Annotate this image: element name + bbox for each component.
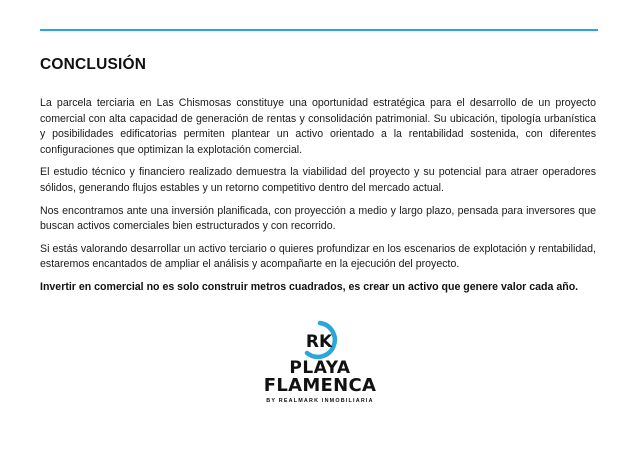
logo-tagline: BY REALMARK INMOBILIARIA xyxy=(266,398,374,404)
paragraph-contact: Si estás valorando desarrollar un activo terciario o quieres profundizar en los escenarios de explotación y rentabilidad, estaremos encantados de ampliar el análisis y acompañarte en la ejecución del proyecto. xyxy=(40,242,596,271)
logo-line-flamenca: FLAMENCA xyxy=(263,375,377,396)
closing-statement: Invertir en comercial no es solo construir metros cuadrados, es crear un activo que genere valor cada año. xyxy=(40,280,579,293)
conclusion-body xyxy=(40,96,596,303)
paragraph-study: El estudio técnico y financiero realizado demuestra la viabilidad del proyecto y su potencial para atraer operadores sólidos, generando flujos estables y un retorno competitivo dentro del mercado actual. xyxy=(40,166,596,194)
playa-flamenca-logo xyxy=(252,320,388,410)
paragraph-intro: La parcela terciaria en Las Chismosas constituye una oportunidad estratégica para el desarrollo de un proyecto comercial con alta capacidad de generación de rentas y consolidación patrimonial. Su ubicación, tipología urbanística y posibilidades edificatorias permiten plantear un activo orientado a la rentabilidad sostenida, con diferentes configuraciones que optimizan la explotación comercial. xyxy=(40,97,596,156)
paragraph-investment: Nos encontramos ante una inversión planificada, con proyección a medio y largo plazo, pensada para inversores que buscan activos comerciales bien estructurados y con recorrido. xyxy=(40,204,596,233)
logo-monogram-text: RK xyxy=(305,332,333,352)
rk-monogram-icon xyxy=(298,320,342,360)
logo-line-playa: PLAYA xyxy=(289,358,351,378)
page-title: CONCLUSIÓN xyxy=(40,56,147,73)
header-divider xyxy=(40,29,598,31)
